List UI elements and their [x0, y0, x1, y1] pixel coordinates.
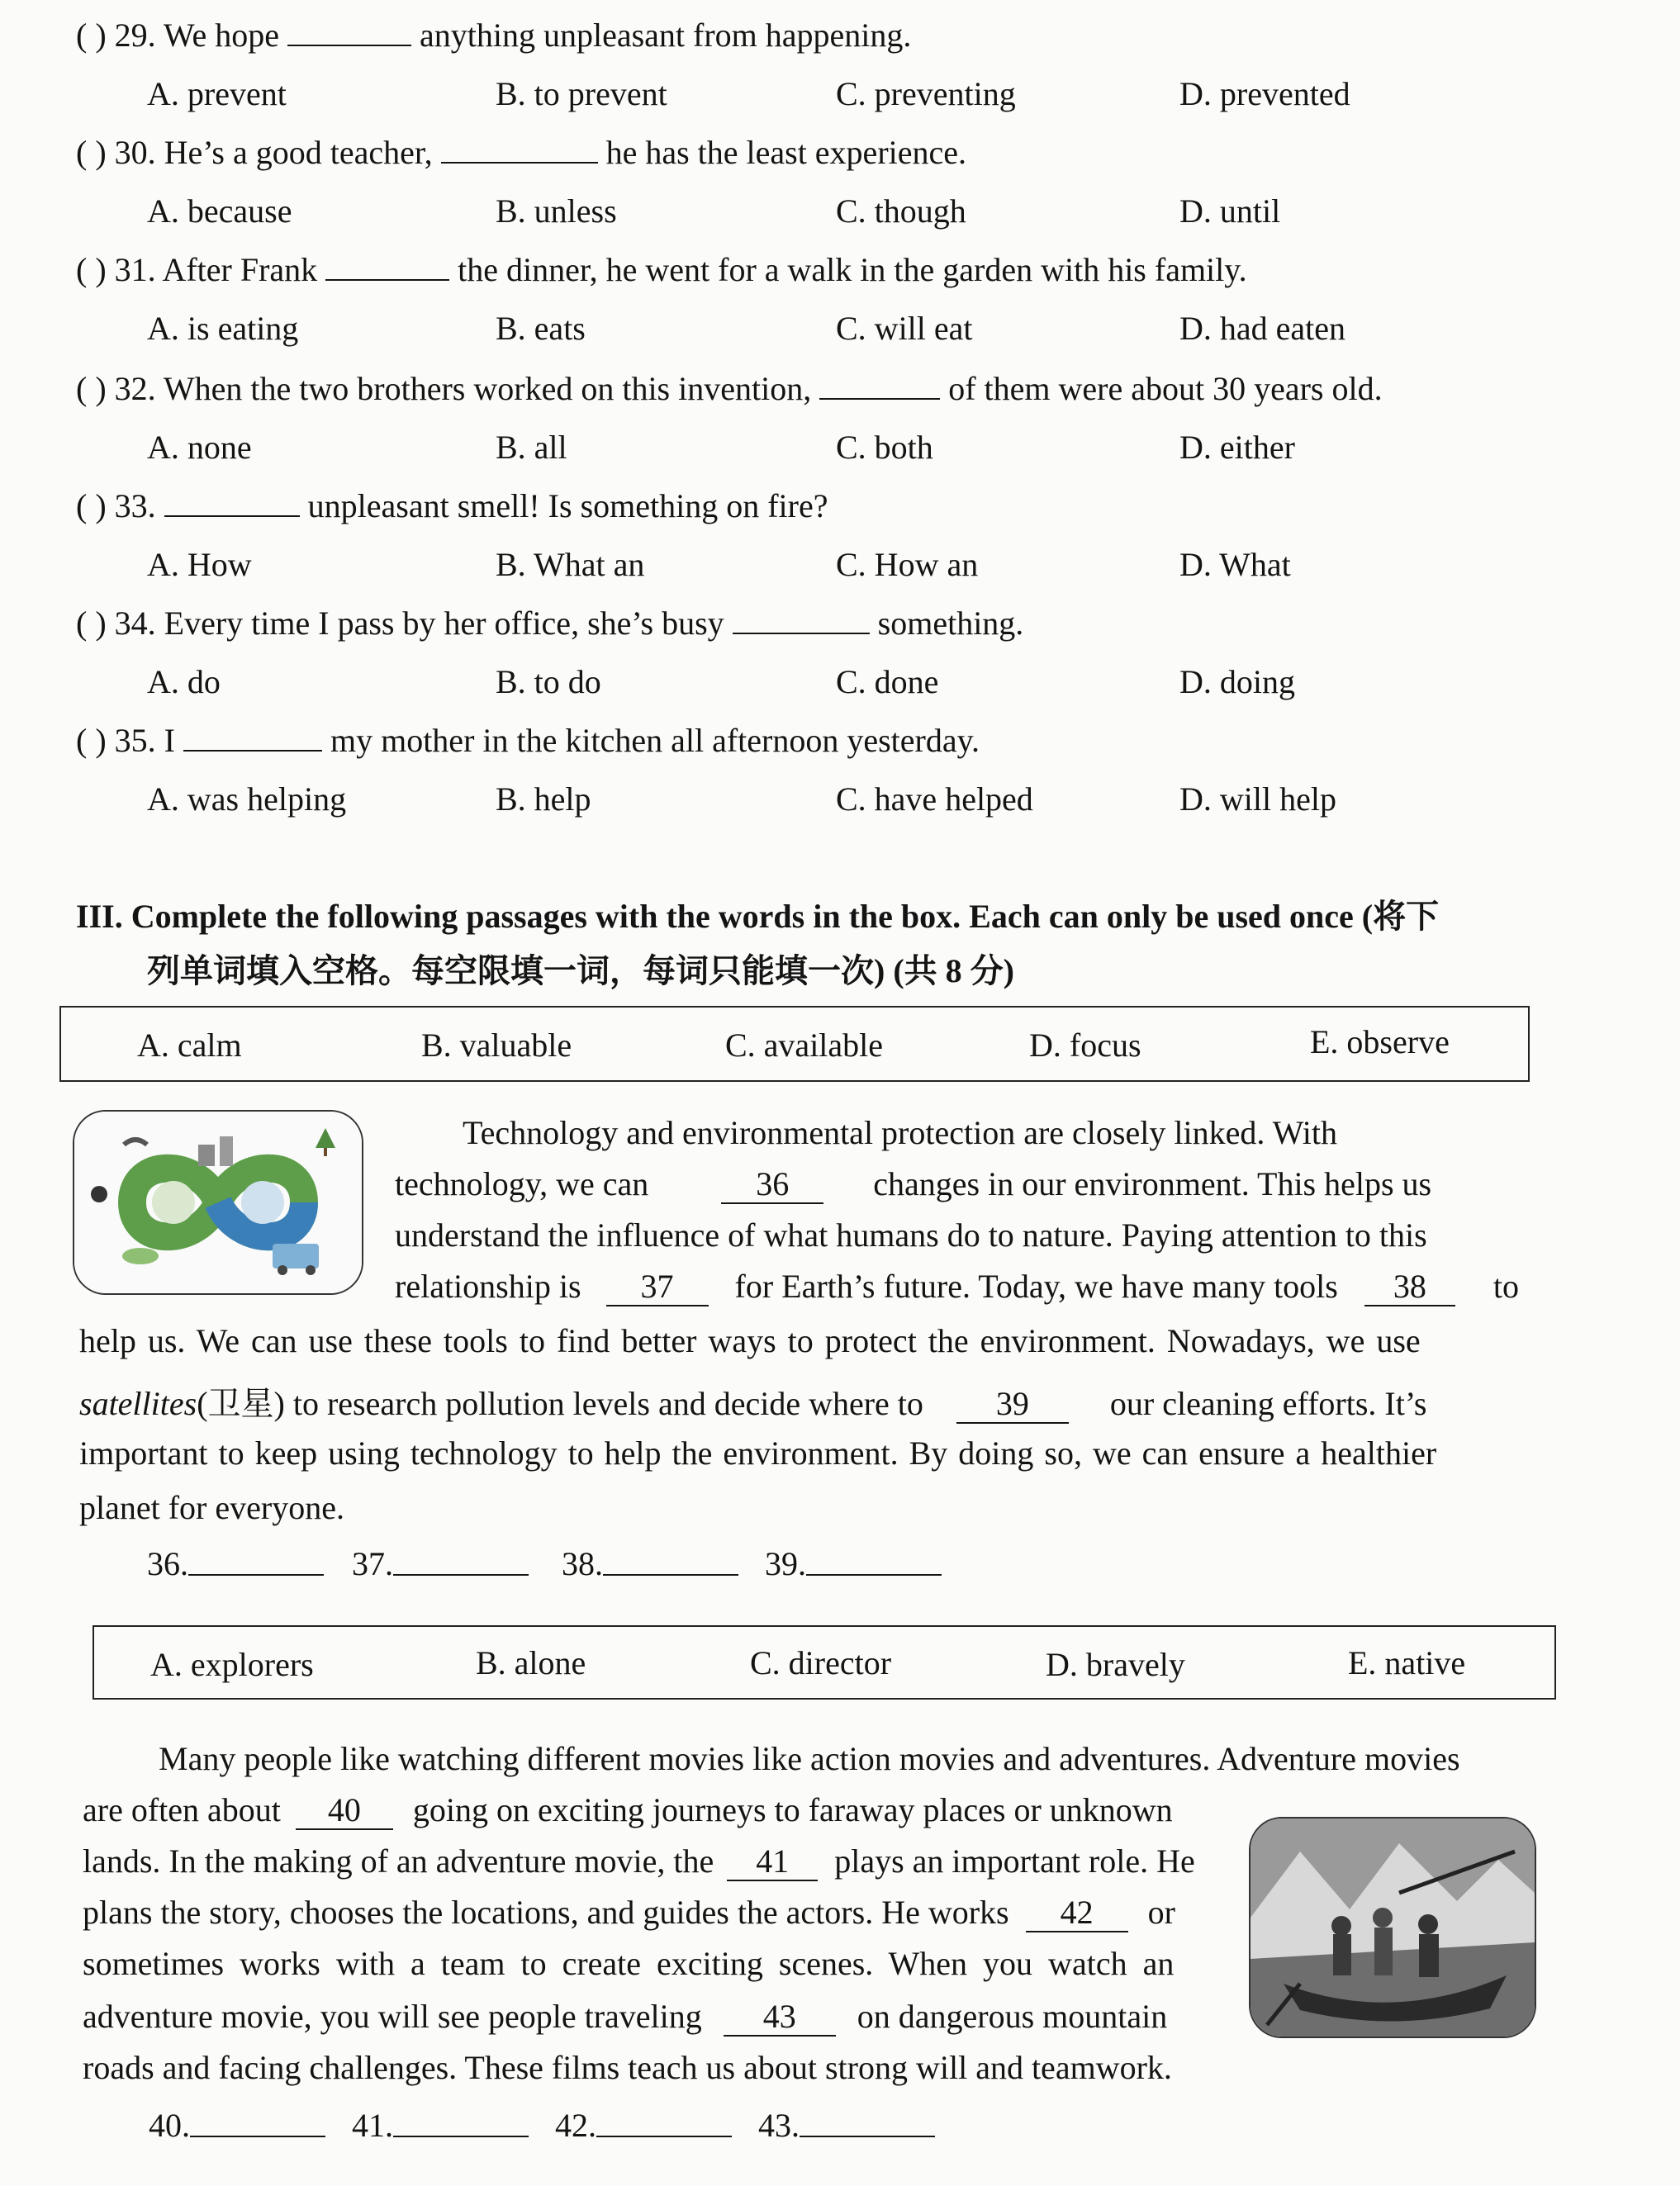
adventure-movie-illustration — [1249, 1817, 1536, 2038]
blank-41: 41 — [727, 1843, 818, 1881]
question-stem-rest: my mother in the kitchen all afternoon yesterday. — [330, 722, 980, 759]
option-c[interactable]: C. will eat — [836, 310, 973, 347]
question-31 — [76, 249, 1247, 289]
word-option: B. valuable — [421, 1027, 572, 1064]
option-b[interactable]: B. eats — [496, 310, 586, 347]
option-a[interactable]: A. prevent — [147, 75, 287, 112]
question-stem: ( ) 35. I — [76, 722, 175, 759]
answer-42[interactable]: 42. — [555, 2106, 596, 2145]
answer-43[interactable]: 43. — [758, 2106, 800, 2145]
option-a[interactable]: A. because — [147, 192, 292, 230]
option-c[interactable]: C. How an — [836, 546, 979, 583]
blank-43: 43 — [724, 1999, 836, 2037]
option-b[interactable]: B. unless — [496, 192, 617, 230]
section-heading-line2: 列单词填入空格。每空限填一词，每词只能填一次) (共 8 分) — [147, 952, 1014, 989]
option-a[interactable]: A. How — [147, 546, 252, 583]
passage1-line8: planet for everyone. — [79, 1489, 344, 1526]
option-b[interactable]: B. to do — [496, 663, 601, 700]
question-stem-rest: the dinner, he went for a walk in the garden with his family. — [458, 251, 1247, 288]
answer-blank[interactable] — [733, 603, 870, 634]
question-stem: ( ) 29. We hope — [76, 17, 279, 54]
word-box-2 — [93, 1625, 1556, 1700]
option-d[interactable]: D. doing — [1179, 663, 1295, 700]
section-heading-line1: III. Complete the following passages with the words in the box. Each can only be used once (将下 — [76, 898, 1440, 935]
word-option: D. focus — [1029, 1027, 1141, 1064]
word-option: A. explorers — [150, 1646, 314, 1683]
blank-36: 36 — [721, 1166, 823, 1204]
environment-technology-illustration — [73, 1110, 363, 1295]
word-option: E. native — [1348, 1644, 1466, 1681]
question-33 — [76, 486, 828, 525]
passage1-line4: relationship is 37 for Earth’s future. Today, we have many tools 38 to — [395, 1268, 1519, 1305]
option-d[interactable]: D. had eaten — [1179, 310, 1346, 347]
answer-blank[interactable] — [325, 249, 449, 281]
answer-blank[interactable] — [819, 368, 940, 400]
question-stem-rest: something. — [877, 605, 1024, 642]
word-option: E. observe — [1310, 1023, 1450, 1060]
option-c[interactable]: C. though — [836, 192, 966, 230]
answer-blank[interactable] — [183, 720, 322, 752]
answer-36[interactable]: 36. — [147, 1544, 188, 1583]
answer-40[interactable]: 40. — [149, 2106, 190, 2145]
passage2-line7: roads and facing challenges. These films teach us about strong will and teamwork. — [83, 2049, 1172, 2086]
passage1-line7: important to keep using technology to help the environment. By doing so, we can ensure a healthier — [79, 1434, 1437, 1472]
passage1-line1: Technology and environmental protection are closely linked. With — [463, 1114, 1337, 1151]
question-stem-rest: of them were about 30 years old. — [948, 370, 1383, 407]
answer-37[interactable]: 37. — [352, 1544, 393, 1583]
option-b[interactable]: B. What an — [496, 546, 645, 583]
answer-blank[interactable] — [441, 132, 598, 164]
passage2-line3: lands. In the making of an adventure movie, the 41 plays an important role. He — [83, 1842, 1195, 1880]
question-stem: ( ) 30. He’s a good teacher, — [76, 134, 433, 171]
option-d[interactable]: D. until — [1179, 192, 1281, 230]
option-b[interactable]: B. to prevent — [496, 75, 667, 112]
answer-41[interactable]: 41. — [352, 2106, 393, 2145]
option-d[interactable]: D. either — [1179, 429, 1295, 466]
option-b[interactable]: B. all — [496, 429, 567, 466]
blank-40: 40 — [296, 1792, 393, 1830]
question-30 — [76, 132, 966, 172]
question-stem: ( ) 31. After Frank — [76, 251, 318, 288]
question-stem: ( ) 34. Every time I pass by her office, she’s busy — [76, 605, 724, 642]
option-c[interactable]: C. have helped — [836, 780, 1033, 818]
blank-37: 37 — [606, 1268, 709, 1306]
passage2-line2: are often about 40 going on exciting journeys to faraway places or unknown — [83, 1791, 1173, 1828]
answer-blank[interactable] — [287, 15, 411, 46]
option-c[interactable]: C. preventing — [836, 75, 1016, 112]
answer-39[interactable]: 39. — [765, 1544, 806, 1583]
word-option: C. director — [750, 1644, 892, 1681]
question-stem-rest: he has the least experience. — [605, 134, 967, 171]
blank-42: 42 — [1026, 1894, 1128, 1932]
passage1-line5: help us. We can use these tools to find better ways to protect the environment. Nowadays, we use — [79, 1322, 1421, 1359]
answer-38[interactable]: 38. — [562, 1544, 603, 1583]
answer-blank[interactable] — [164, 486, 300, 517]
question-stem-rest: anything unpleasant from happening. — [419, 17, 912, 54]
blank-38: 38 — [1364, 1268, 1455, 1306]
option-d[interactable]: D. What — [1179, 546, 1291, 583]
passage1-line6: satellites(卫星) to research pollution levels and decide where to 39 our cleaning efforts. It’s — [79, 1385, 1427, 1422]
option-a[interactable]: A. is eating — [147, 310, 299, 347]
option-c[interactable]: C. done — [836, 663, 939, 700]
question-32 — [76, 368, 1383, 408]
option-c[interactable]: C. both — [836, 429, 933, 466]
question-stem: ( ) 32. When the two brothers worked on this invention, — [76, 370, 812, 407]
option-d[interactable]: D. will help — [1179, 780, 1336, 818]
question-35 — [76, 720, 980, 760]
option-b[interactable]: B. help — [496, 780, 591, 818]
option-a[interactable]: A. do — [147, 663, 221, 700]
passage1-line3: understand the influence of what humans do to nature. Paying attention to this — [395, 1216, 1427, 1254]
word-option: D. bravely — [1046, 1646, 1185, 1683]
passage2-line1: Many people like watching different movies like action movies and adventures. Adventure movies — [159, 1740, 1460, 1777]
question-stem-rest: unpleasant smell! Is something on fire? — [307, 487, 828, 524]
word-option: B. alone — [476, 1644, 586, 1681]
blank-39: 39 — [956, 1386, 1069, 1424]
question-29 — [76, 15, 911, 55]
option-d[interactable]: D. prevented — [1179, 75, 1350, 112]
passage1-line2: technology, we can 36 changes in our environment. This helps us — [395, 1165, 1432, 1202]
passage2-line5: sometimes works with a team to create exciting scenes. When you watch an — [83, 1945, 1175, 1982]
question-34 — [76, 603, 1023, 643]
option-a[interactable]: A. none — [147, 429, 252, 466]
passage2-line4: plans the story, chooses the locations, and guides the actors. He works 42 or — [83, 1894, 1175, 1931]
passage2-line6: adventure movie, you will see people traveling 43 on dangerous mountain — [83, 1998, 1168, 2035]
boat-explorers-icon — [1251, 1819, 1535, 2037]
option-a[interactable]: A. was helping — [147, 780, 347, 818]
word-option: C. available — [725, 1027, 884, 1064]
word-option: A. calm — [137, 1027, 242, 1064]
question-stem: ( ) 33. — [76, 487, 156, 524]
infinity-eco-icon — [74, 1112, 362, 1293]
word-box-1 — [59, 1006, 1530, 1082]
